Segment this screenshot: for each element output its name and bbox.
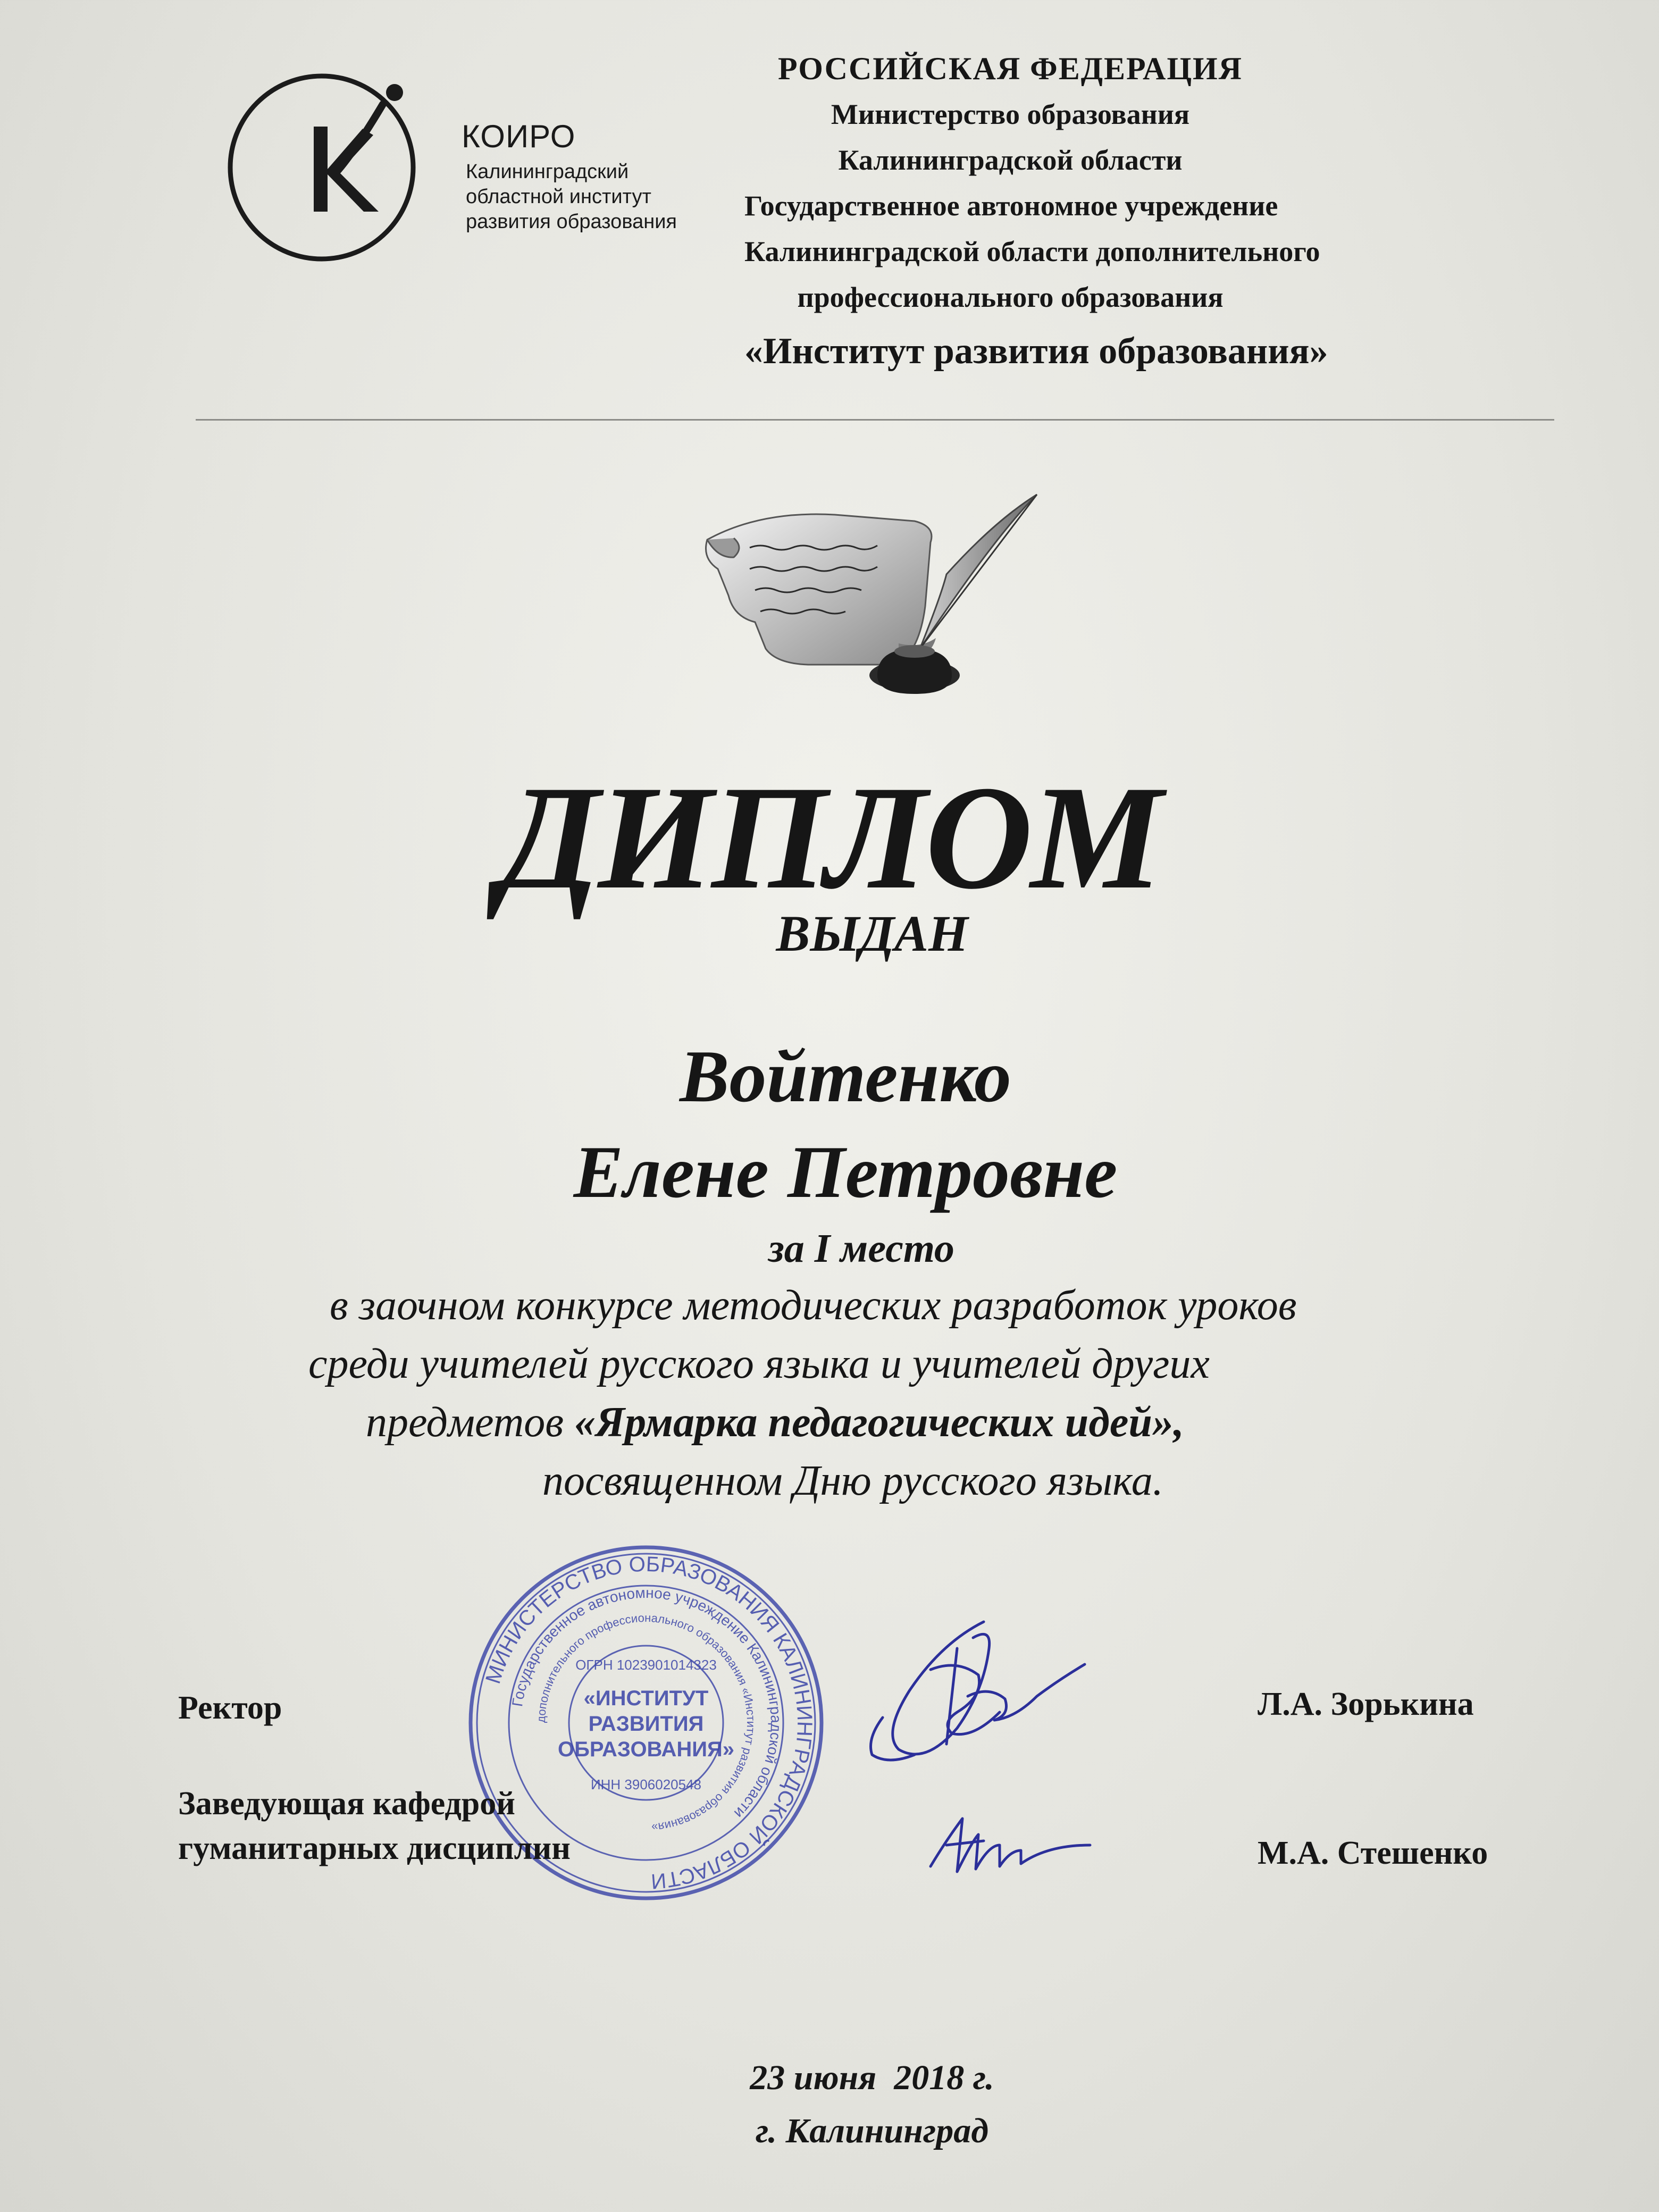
header-line: профессионального образования — [797, 281, 1224, 313]
stamp-ogrn: ОГРН 1023901014323 — [575, 1657, 717, 1673]
award-description-line — [366, 1398, 1184, 1447]
header-divider — [196, 419, 1554, 421]
logo-subtitle — [466, 160, 677, 234]
stamp-middle-text: Государственное автономное учреждение Калининградской области — [509, 1584, 785, 1822]
contest-name: «Ярмарка педагогических идей», — [574, 1399, 1184, 1446]
description-prefix: предметов — [366, 1399, 574, 1446]
stamp-center-line: ОБРАЗОВАНИЯ» — [558, 1738, 734, 1761]
header-line: РОССИЙСКАЯ ФЕДЕРАЦИЯ — [777, 51, 1243, 86]
signatory-role: Ректор — [178, 1690, 282, 1726]
koiro-logo-icon — [223, 69, 420, 266]
stamp-center-line: РАЗВИТИЯ — [588, 1712, 704, 1736]
scroll-quill-inkwell-icon — [697, 489, 1058, 739]
rector-title — [178, 1686, 282, 1730]
header-line: Калининградской области — [838, 144, 1183, 176]
stamp-inn: ИНН 3906020548 — [590, 1777, 702, 1792]
logo-subtitle-line: Калининградский — [466, 161, 629, 183]
award-place: за I место — [768, 1226, 954, 1271]
recipient-name — [0, 1029, 1659, 1220]
header-line: Калининградской области дополнительного — [744, 236, 1320, 267]
stamp-center-line: «ИНСТИТУТ — [583, 1687, 709, 1710]
header-line: Министерство образования — [831, 98, 1190, 130]
recipient-given-names: Елене Петровне — [573, 1131, 1118, 1213]
award-description-line: среди учителей русского языка и учителей других — [308, 1340, 1210, 1387]
logo-subtitle-line: областной институт — [466, 186, 651, 208]
award-description-line: посвященном Дню русского языка. — [542, 1457, 1163, 1504]
rector-name: Л.А. Зорькина — [1258, 1686, 1474, 1722]
logo-name: КОИРО — [462, 119, 576, 154]
logo-subtitle-line: развития образования — [466, 211, 677, 233]
recipient-surname: Войтенко — [680, 1035, 1011, 1118]
department-head-name: М.А. Стешенко — [1258, 1835, 1488, 1871]
issue-city: г. Калининград — [756, 2112, 988, 2150]
diploma-title: ДИПЛОМ — [498, 755, 1161, 920]
department-head-signature — [925, 1808, 1095, 1882]
institution-header — [744, 46, 1328, 381]
stamp-outer-text: МИНИСТЕРСТВО ОБРАЗОВАНИЯ КАЛИНИНГРАДСКОЙ ОБЛАСТИ — [481, 1552, 817, 1893]
award-description-line: в заочном конкурсе методических разработок уроков — [330, 1282, 1297, 1329]
header-line: Государственное автономное учреждение — [744, 190, 1278, 222]
department-head-title — [178, 1781, 571, 1871]
signatory-role: Заведующая кафедрой — [178, 1786, 515, 1822]
issue-date: 23 июня 2018 г. — [750, 2058, 994, 2097]
institution-name: «Институт развития образования» — [744, 331, 1328, 372]
signatory-role: гуманитарных дисциплин — [178, 1830, 571, 1866]
issued-label: ВЫДАН — [776, 905, 968, 962]
rector-signature — [851, 1606, 1090, 1781]
stamp-inner-text: дополнительного профессионального образования «Институт развития образования» — [534, 1611, 758, 1834]
